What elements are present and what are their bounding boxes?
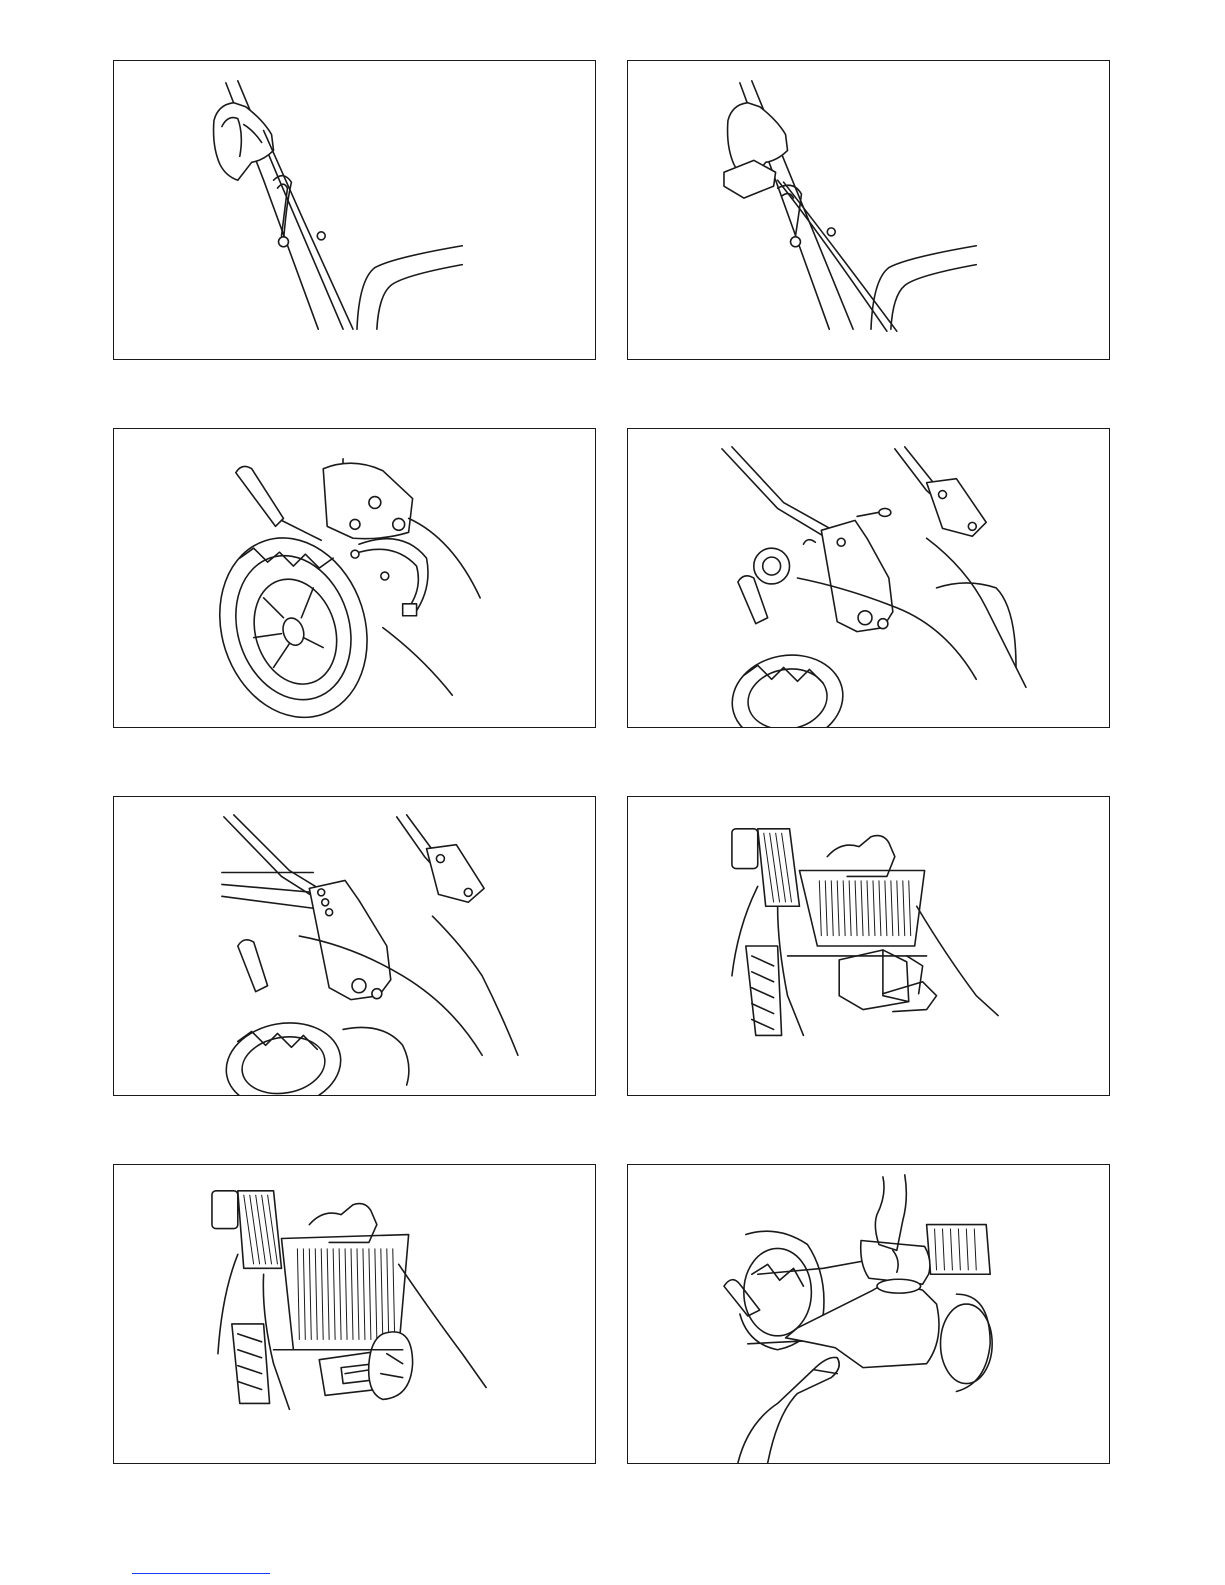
figure-handle-height-positions [113,796,596,1096]
figure-handle-bracket-knob [627,428,1110,728]
grass-box-removal-illustration [628,797,1109,1095]
figure-grass-box-cover [113,1164,596,1464]
figure-handle-cable-clip [113,60,596,360]
figure-mulch-plug-insert [627,1164,1110,1464]
handle-cable-guide-illustration [628,61,1109,359]
figure-wheel-height-lever [113,428,596,728]
handle-cable-clip-illustration [114,61,595,359]
figure-grass-box-removal [627,796,1110,1096]
grass-box-cover-illustration [114,1165,595,1463]
figure-handle-cable-guide [627,60,1110,360]
mulch-plug-insert-illustration [628,1165,1109,1463]
handle-bracket-knob-illustration [628,429,1109,727]
wheel-height-lever-illustration [114,429,595,727]
footer-rule [132,1573,270,1574]
handle-height-positions-illustration [114,797,595,1095]
